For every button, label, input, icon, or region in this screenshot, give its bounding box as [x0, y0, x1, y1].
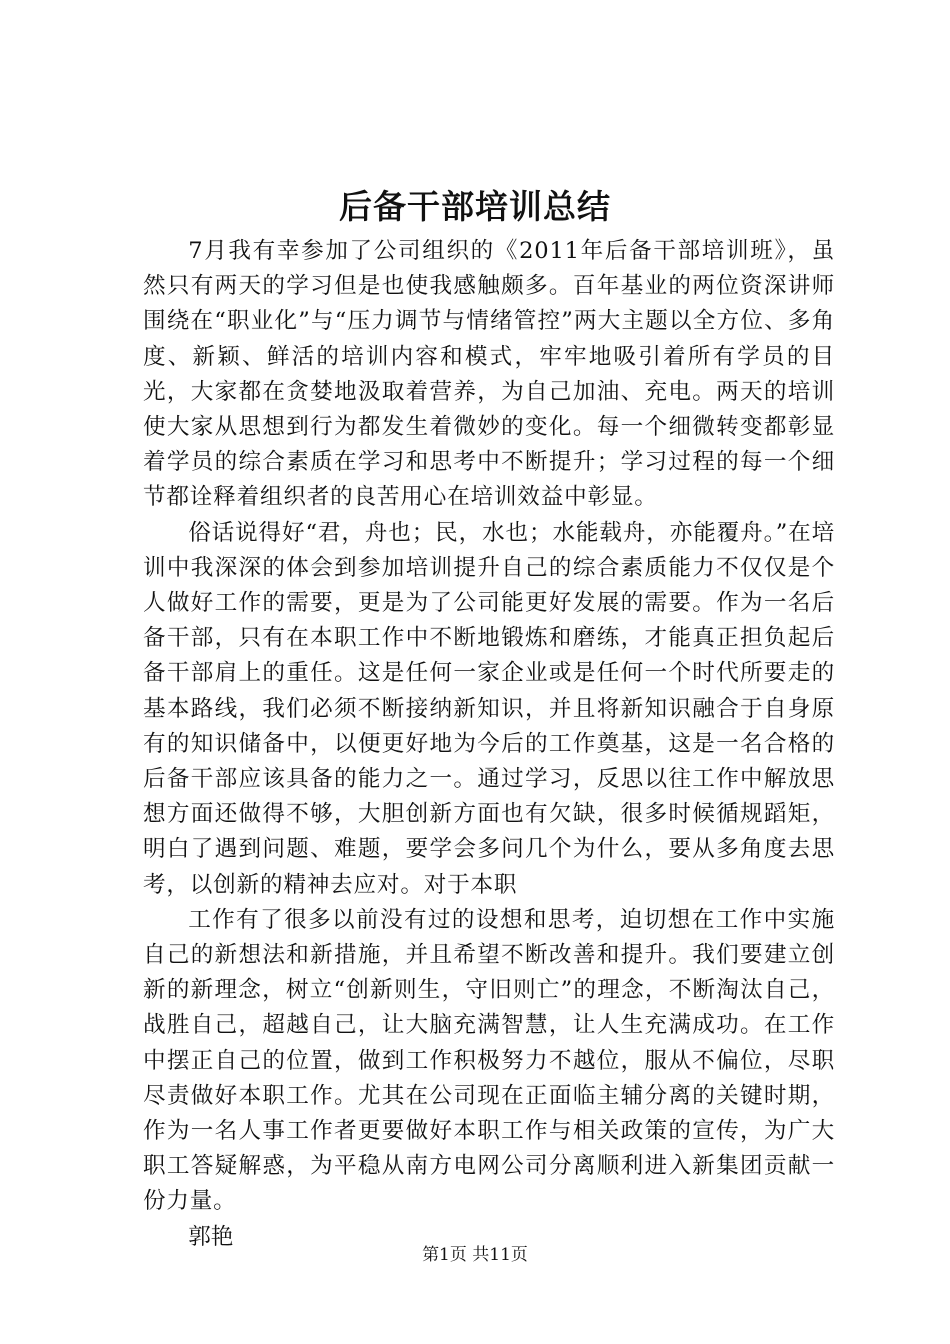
- page-number-footer: 第1页 共11页: [422, 1245, 528, 1265]
- paragraph-3: 工作有了很多以前没有过的设想和思考，迫切想在工作中实施自己的新想法和新措施，并且希望不断改善和提升。我们要建立创新的新理念，树立“创新则生，守旧则亡”的理念，不断淘汰自己，战胜自己，超越自己，让大脑充满智慧，让人生充满成功。在工作中摆正自己的位置，做到工作积极努力不越位，服从不偏位，尽职尽责做好本职工作。尤其在公司现在正面临主辅分离的关键时期，作为一名人事工作者更要做好本职工作与相关政策的宣传，为广大职工答疑解惑，为平稳从南方电网公司分离顺利进入新集团贡献一份力量。: [143, 906, 835, 1215]
- document-body: [143, 234, 835, 1255]
- author-signature: 郭艳: [188, 1223, 234, 1250]
- paragraph-2: 俗话说得好“君，舟也；民，水也；水能载舟，亦能覆舟。”在培训中我深深的体会到参加培训提升自己的综合素质能力不仅仅是个人做好工作的需要，更是为了公司能更好发展的需要。作为一名后备干部，只有在本职工作中不断地锻炼和磨练，才能真正担负起后备干部肩上的重任。这是任何一家企业或是任何一个时代所要走的基本路线，我们必须不断接纳新知识，并且将新知识融合于自身原有的知识储备中，以便更好地为今后的工作奠基，这是一名合格的后备干部应该具备的能力之一。通过学习，反思以往工作中解放思想方面还做得不够，大胆创新方面也有欠缺，很多时候循规蹈矩，明白了遇到问题、难题，要学会多问几个为什么，要从多角度去思考，以创新的精神去应对。对于本职: [143, 519, 835, 898]
- document-title: 后备干部培训总结: [339, 187, 611, 226]
- paragraph-1: 7月我有幸参加了公司组织的《2011年后备干部培训班》，虽然只有两天的学习但是也使我感触颇多。百年基业的两位资深讲师围绕在“职业化”与“压力调节与情绪管控”两大主题以全方位、多角度、新颖、鲜活的培训内容和模式，牢牢地吸引着所有学员的目光，大家都在贪婪地汲取着营养，为自己加油、充电。两天的培训使大家从思想到行为都发生着微妙的变化。每一个细微转变都彰显着学员的综合素质在学习和思考中不断提升；学习过程的每一个细节都诠释着组织者的良苦用心在培训效益中彰显。: [143, 238, 835, 511]
